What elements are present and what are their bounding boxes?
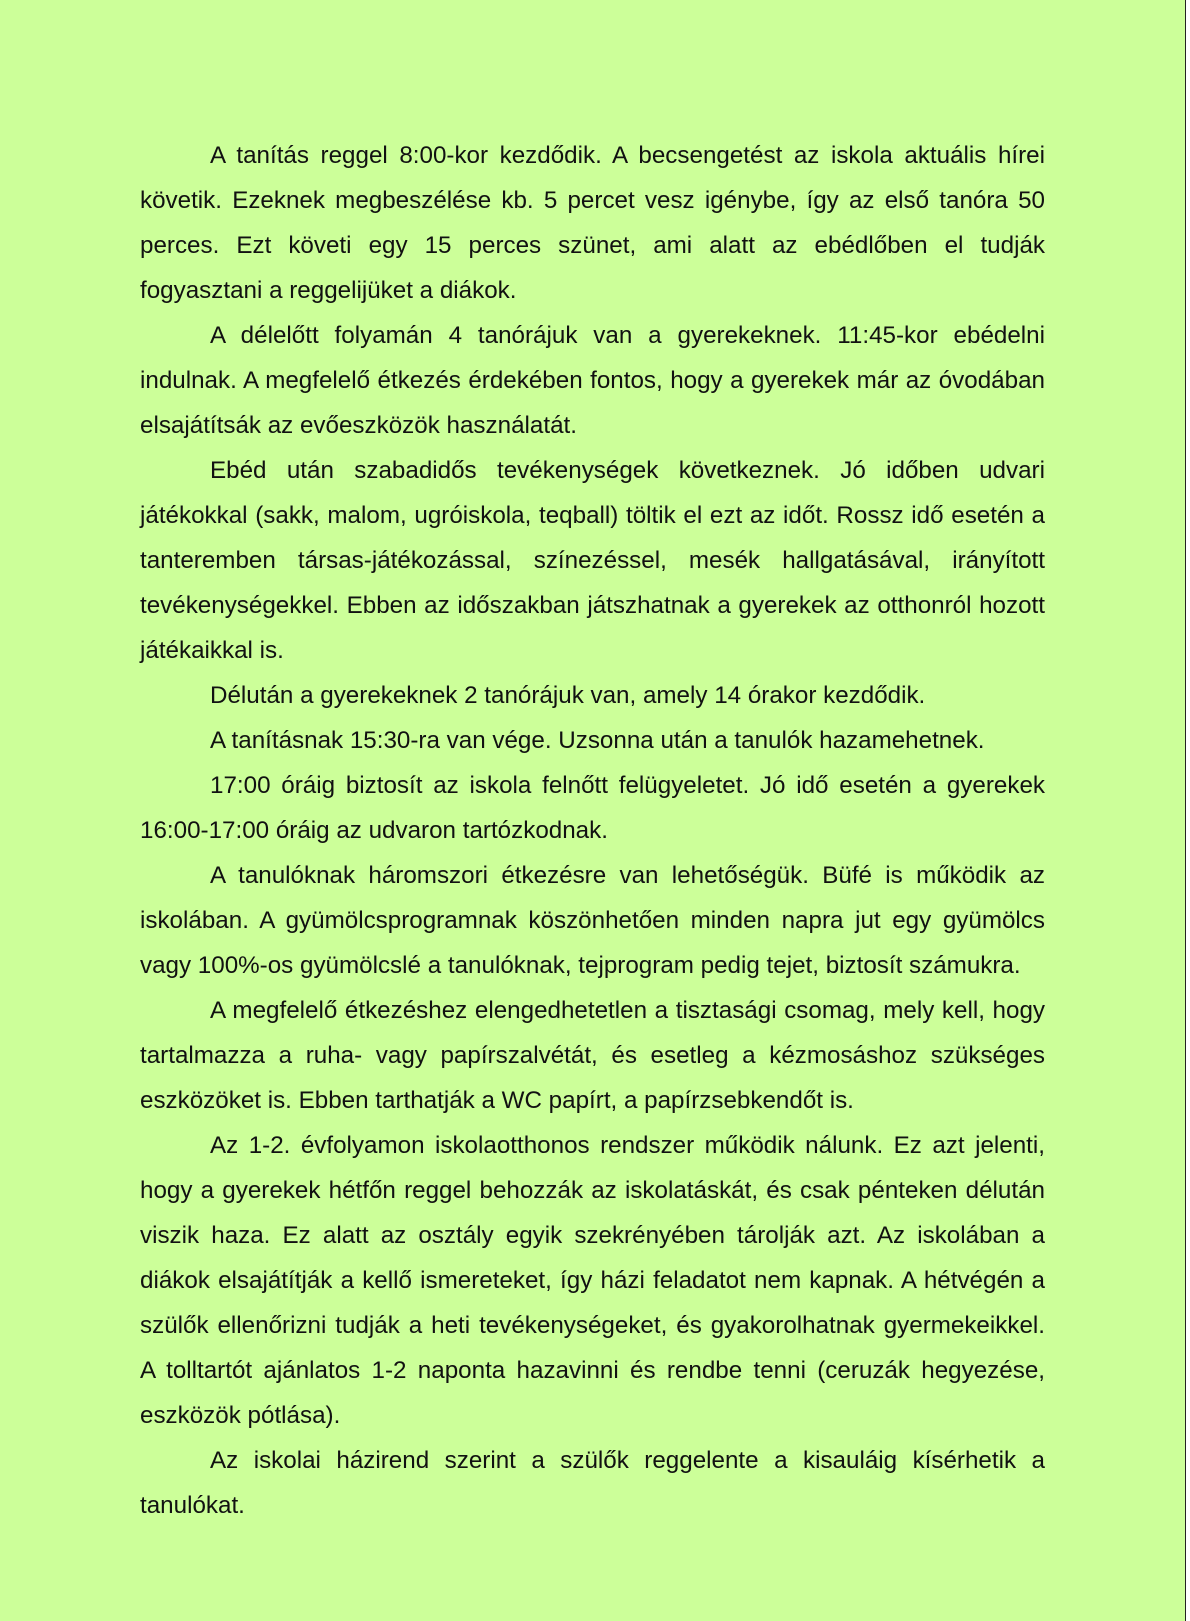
paragraph-morning-lessons: A délelőtt folyamán 4 tanórájuk van a gyerekeknek. 11:45-kor ebédelni indulnak. A megfelelő étkezés érdekében fontos, hogy a gyerekek már az óvodában elsajátítsák az evőeszközök használatát. (140, 322, 1045, 439)
paragraph-hygiene-pack: A megfelelő étkezéshez elengedhetetlen a tisztasági csomag, mely kell, hogy tartalmazza a ruha- vagy papírszalvétát, és esetleg a kézmosáshoz szükséges eszközöket is. Ebben tarthatják a WC papírt, a papírzsebkendőt is. (140, 997, 1045, 1114)
paragraph-school-start: A tanítás reggel 8:00-kor kezdődik. A becsengetést az iskola aktuális hírei követik. Ezeknek megbeszélése kb. 5 percet vesz igénybe, így az első tanóra 50 perces. Ezt követi egy 15 perces szünet, ami alatt az ebédlőben el tudják fogyasztani a reggelijüket a diákok. (140, 142, 1045, 304)
document-body (140, 133, 1045, 1528)
paragraph-supervision: 17:00 óráig biztosít az iskola felnőtt felügyeletet. Jó idő esetén a gyerekek 16:00-17:00 óráig az udvaron tartózkodnak. (140, 772, 1045, 844)
paragraph-free-time: Ebéd után szabadidős tevékenységek következnek. Jó időben udvari játékokkal (sakk, malom, ugróiskola, teqball) töltik el ezt az időt. Rossz idő esetén a tanteremben társas-játékozással, színezéssel, mesék hallgatásával, irányított tevékenységekkel. Ebben az időszakban játszhatnak a gyerekek az otthonról hozott játékaikkal is. (140, 457, 1045, 664)
paragraph-house-rules: Az iskolai házirend szerint a szülők reggelente a kisauláig kísérhetik a tanulókat. (140, 1447, 1045, 1519)
paragraph-end-of-lessons: A tanításnak 15:30-ra van vége. Uzsonna után a tanulók hazamehetnek. (210, 727, 985, 754)
paragraph-school-bag: Az 1-2. évfolyamon iskolaotthonos rendszer működik nálunk. Ez azt jelenti, hogy a gyerekek hétfőn reggel behozzák az iskolatáskát, és csak pénteken délután viszik haza. Ez alatt az osztály egyik szekrényében tárolják azt. Az iskolában a diákok elsajátítják a kellő ismereteket, így házi feladatot nem kapnak. A hétvégén a szülők ellenőrizni tudják a heti tevékenységeket, és gyakorolhatnak gyermekeikkel. A tolltartót ajánlatos 1-2 naponta hazavinni és rendbe tenni (ceruzák hegyezése, eszközök pótlása). (140, 1132, 1045, 1429)
paragraph-afternoon-lessons: Délután a gyerekeknek 2 tanórájuk van, amely 14 órakor kezdődik. (210, 682, 926, 709)
paragraph-meals: A tanulóknak háromszori étkezésre van lehetőségük. Büfé is működik az iskolában. A gyümölcsprogramnak köszönhetően minden napra jut egy gyümölcs vagy 100%-os gyümölcslé a tanulóknak, tejprogram pedig tejet, biztosít számukra. (140, 862, 1045, 979)
